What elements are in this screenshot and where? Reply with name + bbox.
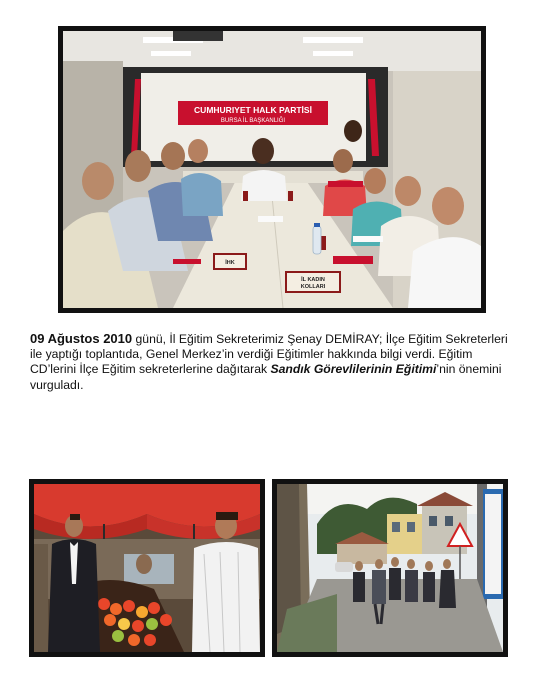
banner-subtitle: BURSA İL BAŞKANLIĞI xyxy=(220,118,286,124)
caption-date: 09 Ağustos 2010 xyxy=(30,331,133,346)
caption-text-2: ’nin önemini vurguladı. xyxy=(30,362,502,392)
market-photo xyxy=(29,479,265,657)
nameplate-right-line2: KOLLARI xyxy=(300,284,326,290)
nameplate-center: İHK xyxy=(225,260,235,266)
nameplate-right-line1: İL KADIN xyxy=(301,277,325,283)
photo-caption xyxy=(30,331,510,393)
caption-emphasis: Sandık Görevlilerinin Eğitimi xyxy=(270,362,437,377)
caption-text-1: günü, İl Eğitim Sekreterimiz Şenay DEMİRAY; İlçe Eğitim Sekreterleri ile yaptığı toplantıda, Genel Merkez’in verdiği Eğitimler hakkında bilgi verdi. Eğitim CD’lerini İlçe Eğitim sekreterlerine dağıtarak xyxy=(30,332,508,377)
street-photo xyxy=(272,479,508,657)
banner-title: CUMHURIYET HALK PARTİSİ xyxy=(194,105,312,115)
meeting-photo xyxy=(58,26,486,313)
